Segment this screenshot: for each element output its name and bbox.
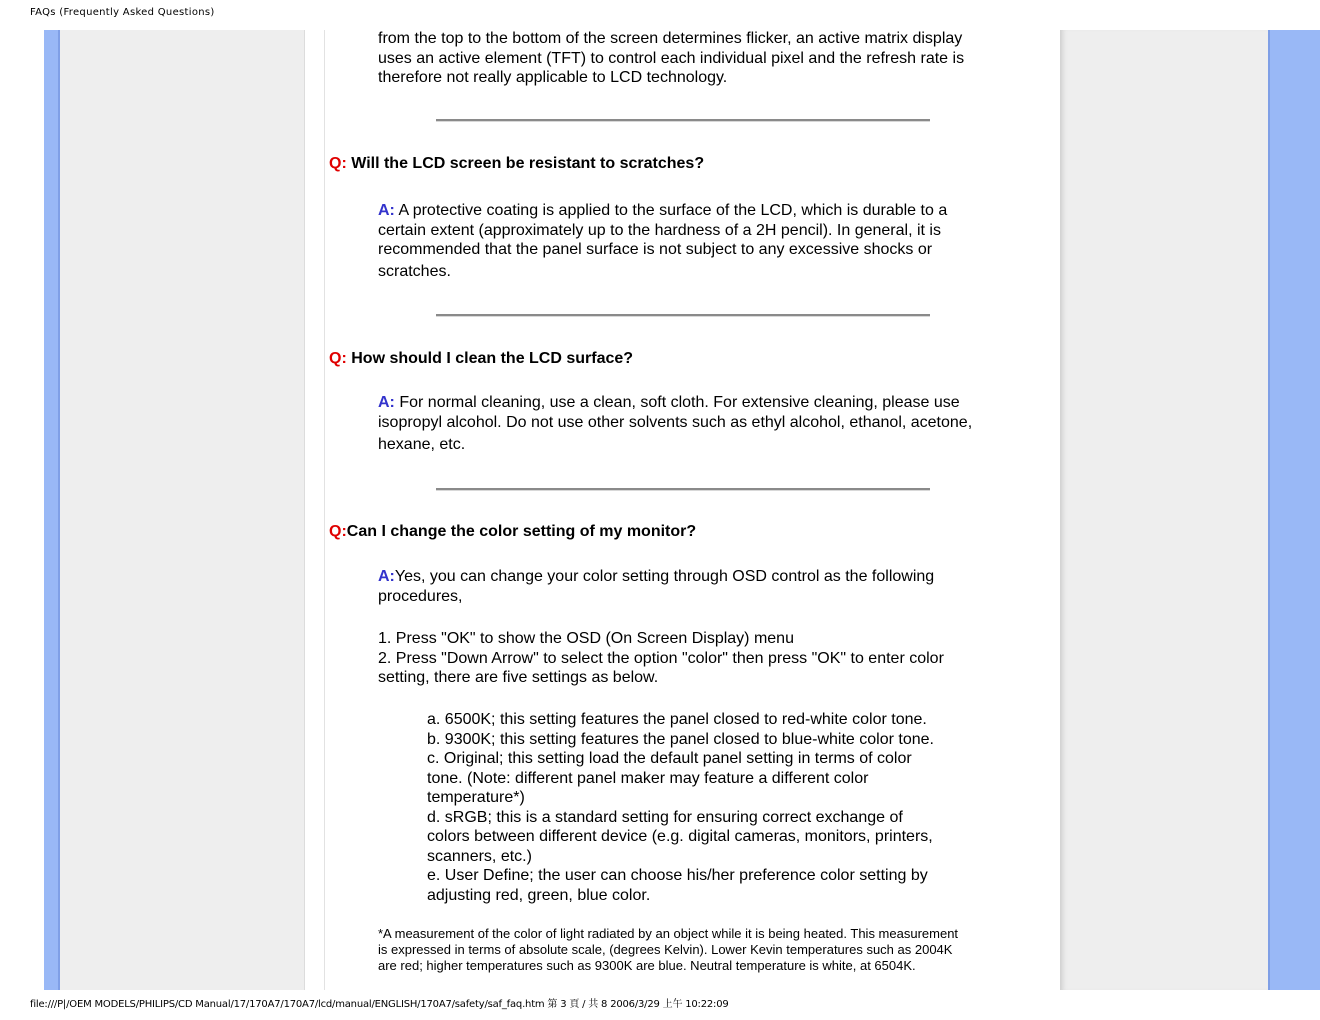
option-line: adjusting red, green, blue color. (427, 886, 651, 904)
question-text: Will the LCD screen be resistant to scratches? (351, 155, 705, 172)
intro-line: from the top to the bottom of the screen determines flicker, an active matrix display (378, 30, 963, 47)
answer-label: A: (378, 394, 395, 411)
option-line: scanners, etc.) (427, 847, 532, 865)
footnote-line: is expressed in terms of absolute scale, (degrees Kelvin). Lower Kevin temperatures such as 2004K (378, 942, 953, 957)
option-line: tone. (Note: different panel maker may feature a different color (427, 769, 869, 787)
intro-paragraph (378, 29, 978, 88)
section-divider (436, 119, 930, 122)
option-line: colors between different device (e.g. digital cameras, monitors, printers, (427, 828, 933, 845)
faq2-question (329, 349, 1029, 369)
footnote-line: *A measurement of the color of light radiated by an object while it is being heated. This measurement (378, 926, 959, 941)
faq2-answer (378, 393, 978, 455)
question-label: Q: (329, 155, 347, 172)
faq3-steps (378, 629, 978, 688)
section-divider (436, 314, 930, 317)
answer-line: For normal cleaning, use a clean, soft cloth. For extensive cleaning, please use (399, 394, 960, 411)
question-label: Q: (329, 523, 347, 540)
option-line: b. 9300K; this setting features the panel closed to blue-white color tone. (427, 730, 934, 748)
answer-line: Yes, you can change your color setting through OSD control as the following (394, 568, 935, 585)
faq1-question (329, 154, 1029, 174)
print-header-title: FAQs (Frequently Asked Questions) (30, 7, 215, 18)
question-text: How should I clean the LCD surface? (351, 350, 634, 367)
answer-line: certain extent (approximately up to the hardness of a 2H pencil). In general, it is (378, 221, 941, 239)
intro-line: therefore not really applicable to LCD technology. (378, 69, 728, 86)
footnote-line: are red; higher temperatures such as 9300K are blue. Neutral temperature is white, at 6504K. (378, 958, 916, 973)
answer-label: A: (378, 202, 395, 219)
option-line: temperature*) (427, 789, 525, 806)
temperature-footnote (378, 926, 978, 974)
option-line: e. User Define; the user can choose his/her preference color setting by (427, 867, 928, 884)
answer-line: isopropyl alcohol. Do not use other solvents such as ethyl alcohol, ethanol, acetone, (378, 413, 973, 431)
option-line: a. 6500K; this setting features the panel closed to red-white color tone. (427, 711, 927, 728)
answer-line: scratches. (378, 262, 451, 280)
section-divider (436, 488, 930, 491)
answer-label: A: (378, 568, 395, 585)
answer-line: procedures, (378, 587, 463, 605)
option-line: c. Original; this setting load the default panel setting in terms of color (427, 750, 912, 767)
faq1-answer (378, 201, 978, 281)
option-line: d. sRGB; this is a standard setting for ensuring correct exchange of (427, 808, 903, 826)
answer-line: A protective coating is applied to the surface of the LCD, which is durable to a (398, 202, 948, 219)
faq3-color-options (427, 710, 947, 905)
step-line: 2. Press "Down Arrow" to select the option "color" then press "OK" to enter color (378, 649, 944, 667)
faq3-question (329, 522, 1029, 542)
question-label: Q: (329, 350, 347, 367)
step-line: 1. Press "OK" to show the OSD (On Screen Display) menu (378, 630, 794, 647)
print-footer-path: file:///P|/OEM MODELS/PHILIPS/CD Manual/17/170A7/170A7/lcd/manual/ENGLISH/170A7/safety/saf_faq.htm 第 3 頁 / 共 8 2006/3/29 上午 10:22:09 (30, 999, 729, 1010)
answer-line: hexane, etc. (378, 436, 466, 453)
intro-line: uses an active element (TFT) to control each individual pixel and the refresh rate is (378, 49, 965, 67)
question-text: Can I change the color setting of my monitor? (346, 523, 697, 540)
faq3-answer (378, 567, 978, 606)
step-line: setting, there are five settings as below. (378, 669, 659, 686)
answer-line: recommended that the panel surface is not subject to any excessive shocks or (378, 241, 933, 258)
